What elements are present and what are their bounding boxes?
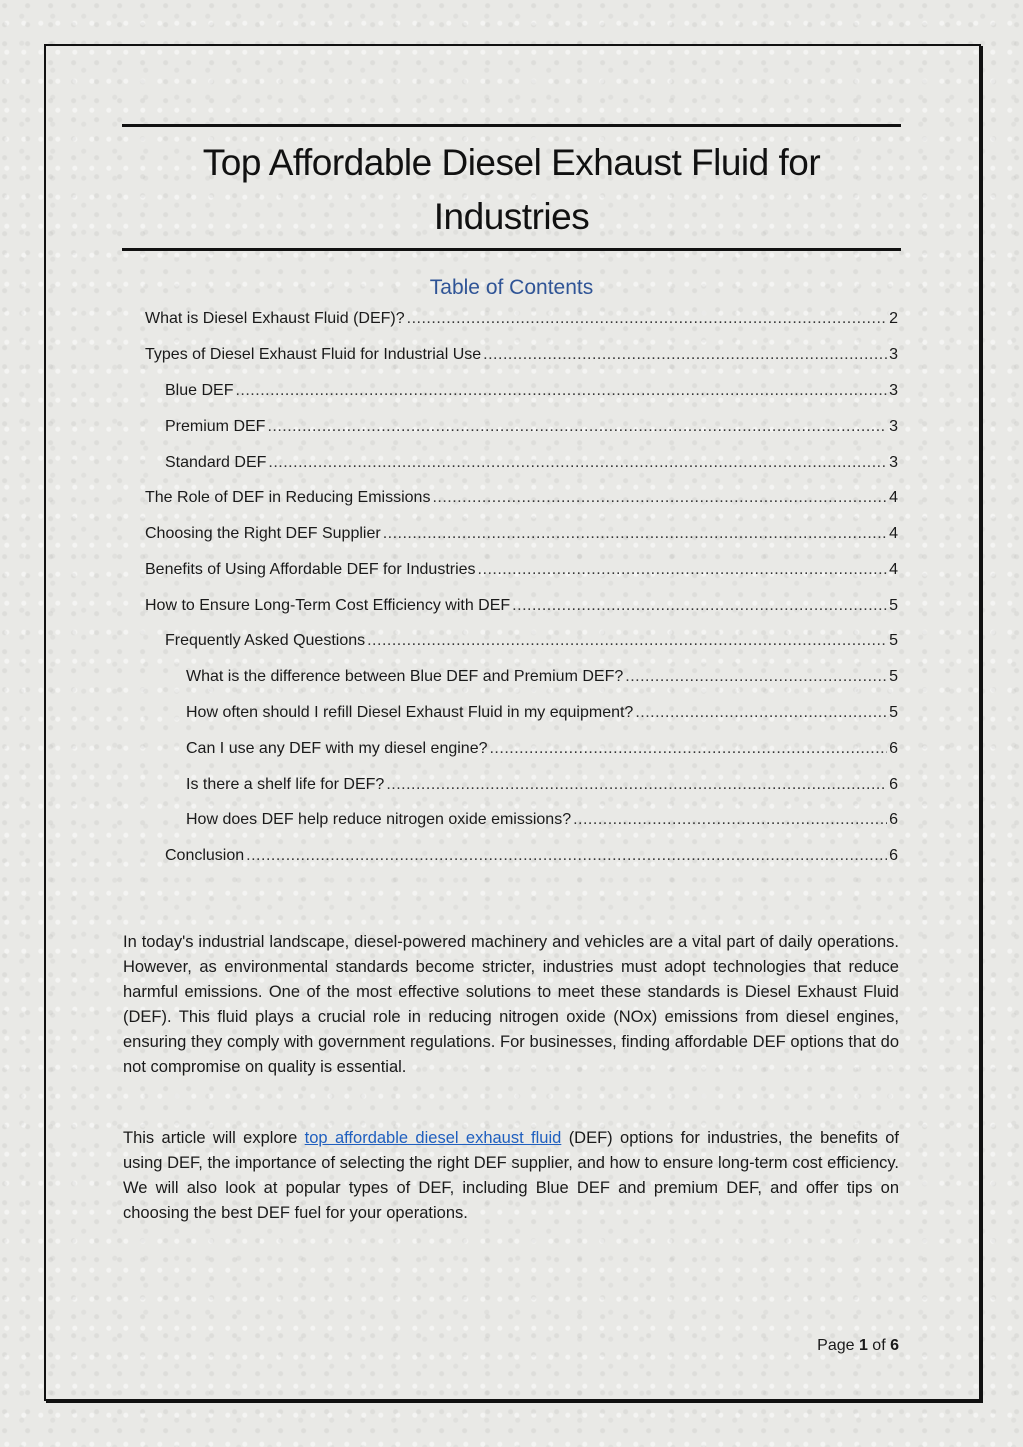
toc-entry-label: Can I use any DEF with my diesel engine? — [186, 740, 488, 757]
toc-entry-page: 6 — [889, 776, 898, 793]
toc-leader-dots — [383, 525, 887, 543]
toc-heading: Table of Contents — [429, 276, 594, 299]
toc-entry-page: 4 — [889, 561, 898, 578]
toc-entry-label: Frequently Asked Questions — [165, 632, 366, 649]
affordable-def-link[interactable]: top affordable diesel exhaust fluid — [304, 1129, 562, 1147]
toc-entry-label: What is Diesel Exhaust Fluid (DEF)? — [145, 310, 405, 327]
toc-leader-dots — [246, 847, 887, 865]
toc-entry-label: How does DEF help reduce nitrogen oxide emissions? — [186, 811, 572, 828]
toc-leader-dots — [235, 382, 887, 400]
toc-leader-dots — [635, 704, 887, 722]
toc-entry-page: 5 — [889, 632, 898, 649]
toc-leader-dots — [478, 561, 888, 579]
toc-entry-page: 4 — [889, 525, 898, 542]
toc-entry[interactable] — [186, 668, 898, 692]
toc-leader-dots — [512, 597, 887, 615]
toc-entry-page: 4 — [889, 489, 898, 506]
toc-entry-label: Conclusion — [165, 847, 245, 864]
toc-entry[interactable] — [145, 489, 898, 513]
toc-entry[interactable] — [165, 632, 898, 656]
toc-leader-dots — [407, 310, 887, 328]
toc-entry-label: Blue DEF — [165, 382, 234, 399]
toc-leader-dots — [625, 668, 887, 686]
toc-leader-dots — [386, 776, 887, 794]
toc-leader-dots — [489, 740, 887, 758]
toc-entry-label: Is there a shelf life for DEF? — [186, 776, 385, 793]
paragraph-text: (DEF) options for industries, the benefits of using DEF, the importance of selecting the right DEF supplier, and how to ensure long-term cost efficiency. We will also look at popular types of DEF, including Blue DEF and premium DEF, and offer tips on choosing the best DEF fuel for your operations. — [123, 1129, 899, 1222]
toc-entry-label: How often should I refill Diesel Exhaust Fluid in my equipment? — [186, 704, 634, 721]
toc-leader-dots — [483, 346, 887, 364]
toc-entry[interactable] — [186, 740, 898, 764]
toc-entry[interactable] — [145, 561, 898, 585]
toc-entry-page: 3 — [889, 454, 898, 471]
toc-entry-page: 5 — [889, 597, 898, 614]
title-bottom-rule — [122, 248, 901, 251]
toc-entry[interactable] — [145, 597, 898, 621]
toc-leader-dots — [268, 454, 887, 472]
toc-entry-label: Standard DEF — [165, 454, 267, 471]
toc-entry-page: 3 — [889, 382, 898, 399]
toc-leader-dots — [432, 489, 887, 507]
page-number — [700, 1337, 899, 1355]
toc-entry-page: 6 — [889, 740, 898, 757]
toc-entry-label: Benefits of Using Affordable DEF for Industries — [145, 561, 476, 578]
toc-entry[interactable] — [145, 310, 898, 334]
toc-entry-label: Types of Diesel Exhaust Fluid for Industrial Use — [145, 346, 482, 363]
document-title: Top Affordable Diesel Exhaust Fluid for Industries — [202, 142, 821, 237]
toc-entry-page: 6 — [889, 847, 898, 864]
toc-entry[interactable] — [165, 454, 898, 478]
toc-entry-page: 6 — [889, 811, 898, 828]
page-prefix: Page — [817, 1337, 859, 1354]
total-pages: 6 — [890, 1337, 899, 1354]
toc-entry[interactable] — [186, 811, 898, 835]
toc-entry-page: 5 — [889, 668, 898, 685]
intro-paragraph: In today's industrial landscape, diesel-powered machinery and vehicles are a vital part of daily operations. However, as environmental standards become stricter, industries must adopt technologies that reduce harmful emissions. One of the most effective solutions to meet these standards is Diesel Exhaust Fluid (DEF). This fluid plays a crucial role in reducing nitrogen oxide (NOx) emissions from diesel engines, ensuring they comply with government regulations. For businesses, finding affordable DEF options that do not compromise on quality is essential. — [123, 933, 899, 1076]
toc-entry[interactable] — [186, 776, 898, 800]
toc-entry[interactable] — [165, 382, 898, 406]
toc-entry-label: The Role of DEF in Reducing Emissions — [145, 489, 431, 506]
toc-entry-page: 3 — [889, 346, 898, 363]
toc-leader-dots — [573, 811, 887, 829]
toc-entry-page: 3 — [889, 418, 898, 435]
toc-entry-label: What is the difference between Blue DEF and Premium DEF? — [186, 668, 624, 685]
toc-entry[interactable] — [165, 847, 898, 871]
article-overview-paragraph — [123, 1126, 899, 1226]
toc-leader-dots — [367, 632, 887, 650]
toc-leader-dots — [267, 418, 887, 436]
toc-entry[interactable] — [145, 346, 898, 370]
page-separator: of — [867, 1337, 891, 1354]
toc-entry-label: Premium DEF — [165, 418, 266, 435]
toc-entry-label: How to Ensure Long-Term Cost Efficiency with DEF — [145, 597, 511, 614]
paragraph-text: This article will explore — [123, 1129, 305, 1147]
toc-entry-page: 2 — [889, 310, 898, 327]
title-top-rule — [122, 124, 901, 127]
toc-entry-label: Choosing the Right DEF Supplier — [145, 525, 381, 542]
toc-entry[interactable] — [145, 525, 898, 549]
toc-entry[interactable] — [165, 418, 898, 442]
toc-entry-page: 5 — [889, 704, 898, 721]
toc-entry[interactable] — [186, 704, 898, 728]
current-page: 1 — [858, 1337, 868, 1354]
